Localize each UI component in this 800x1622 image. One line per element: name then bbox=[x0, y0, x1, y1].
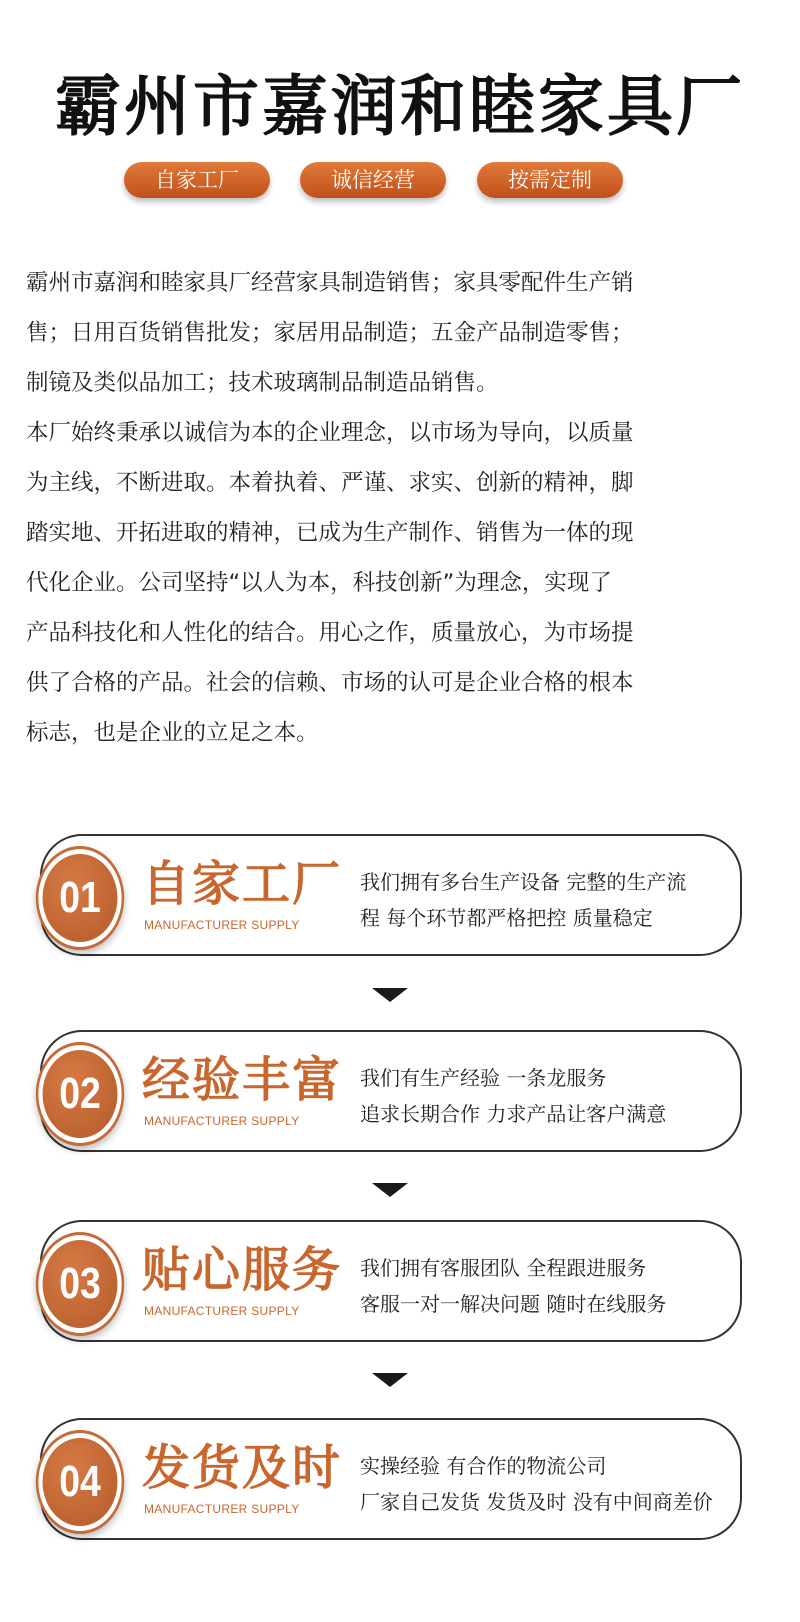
down-arrow-icon bbox=[372, 1183, 408, 1197]
feature-description bbox=[360, 1448, 713, 1520]
down-arrow-icon bbox=[372, 1373, 408, 1387]
description-line: 我们有生产经验 一条龙服务 bbox=[360, 1066, 607, 1090]
intro-line: 为主线，不断进取。本着执着、严谨、求实、创新的精神，脚 bbox=[26, 470, 634, 496]
feature-title: 发货及时 bbox=[142, 1440, 343, 1496]
intro-line: 踏实地、开拓进取的精神，已成为生产制作、销售为一体的现 bbox=[26, 520, 634, 546]
intro-line: 本厂始终秉承以诚信为本的企业理念，以市场为导向，以质量 bbox=[26, 420, 634, 446]
number-badge: 01 bbox=[43, 854, 118, 942]
description-line: 追求长期合作 力求产品让客户满意 bbox=[360, 1102, 667, 1126]
feature-subtitle: MANUFACTURER SUPPLY bbox=[144, 1114, 300, 1128]
feature-description bbox=[360, 1060, 666, 1132]
intro-line: 霸州市嘉润和睦家具厂经营家具制造销售；家具零配件生产销 bbox=[26, 270, 634, 296]
intro-line: 产品科技化和人性化的结合。用心之作，质量放心，为市场提 bbox=[26, 620, 634, 646]
feature-card-experience bbox=[40, 1030, 742, 1152]
tag-integrity: 诚信经营 bbox=[300, 162, 446, 198]
feature-title: 贴心服务 bbox=[142, 1242, 343, 1298]
feature-subtitle: MANUFACTURER SUPPLY bbox=[144, 1502, 300, 1516]
description-line: 实操经验 有合作的物流公司 bbox=[360, 1454, 607, 1478]
intro-line: 代化企业。公司坚持“以人为本，科技创新”为理念，实现了 bbox=[26, 570, 612, 596]
description-line: 客服一对一解决问题 随时在线服务 bbox=[360, 1292, 667, 1316]
description-line: 程 每个环节都严格把控 质量稳定 bbox=[360, 906, 653, 930]
feature-description bbox=[360, 1250, 666, 1322]
feature-title: 经验丰富 bbox=[142, 1052, 343, 1108]
tag-factory: 自家工厂 bbox=[124, 162, 270, 198]
intro-line: 供了合格的产品。社会的信赖、市场的认可是企业合格的根本 bbox=[26, 670, 634, 696]
feature-card-service bbox=[40, 1220, 742, 1342]
feature-title: 自家工厂 bbox=[142, 856, 343, 912]
intro-line: 售；日用百货销售批发；家居用品制造；五金产品制造零售； bbox=[26, 320, 634, 346]
description-line: 我们拥有客服团队 全程跟进服务 bbox=[360, 1256, 647, 1280]
description-line: 厂家自己发货 发货及时 没有中间商差价 bbox=[360, 1490, 713, 1514]
intro-line: 标志，也是企业的立足之本。 bbox=[26, 720, 319, 746]
tag-custom: 按需定制 bbox=[477, 162, 623, 198]
feature-card-shipping bbox=[40, 1418, 742, 1540]
feature-description bbox=[360, 864, 686, 936]
intro-line: 制镜及类似品加工；技术玻璃制品制造品销售。 bbox=[26, 370, 499, 396]
number-badge: 03 bbox=[43, 1240, 118, 1328]
number-badge: 04 bbox=[43, 1438, 118, 1526]
number-badge: 02 bbox=[43, 1050, 118, 1138]
intro-text bbox=[26, 258, 776, 758]
feature-card-factory bbox=[40, 834, 742, 956]
page-title: 霸州市嘉润和睦家具厂 bbox=[55, 68, 745, 145]
feature-subtitle: MANUFACTURER SUPPLY bbox=[144, 918, 300, 932]
down-arrow-icon bbox=[372, 988, 408, 1002]
feature-subtitle: MANUFACTURER SUPPLY bbox=[144, 1304, 300, 1318]
description-line: 我们拥有多台生产设备 完整的生产流 bbox=[360, 870, 687, 894]
